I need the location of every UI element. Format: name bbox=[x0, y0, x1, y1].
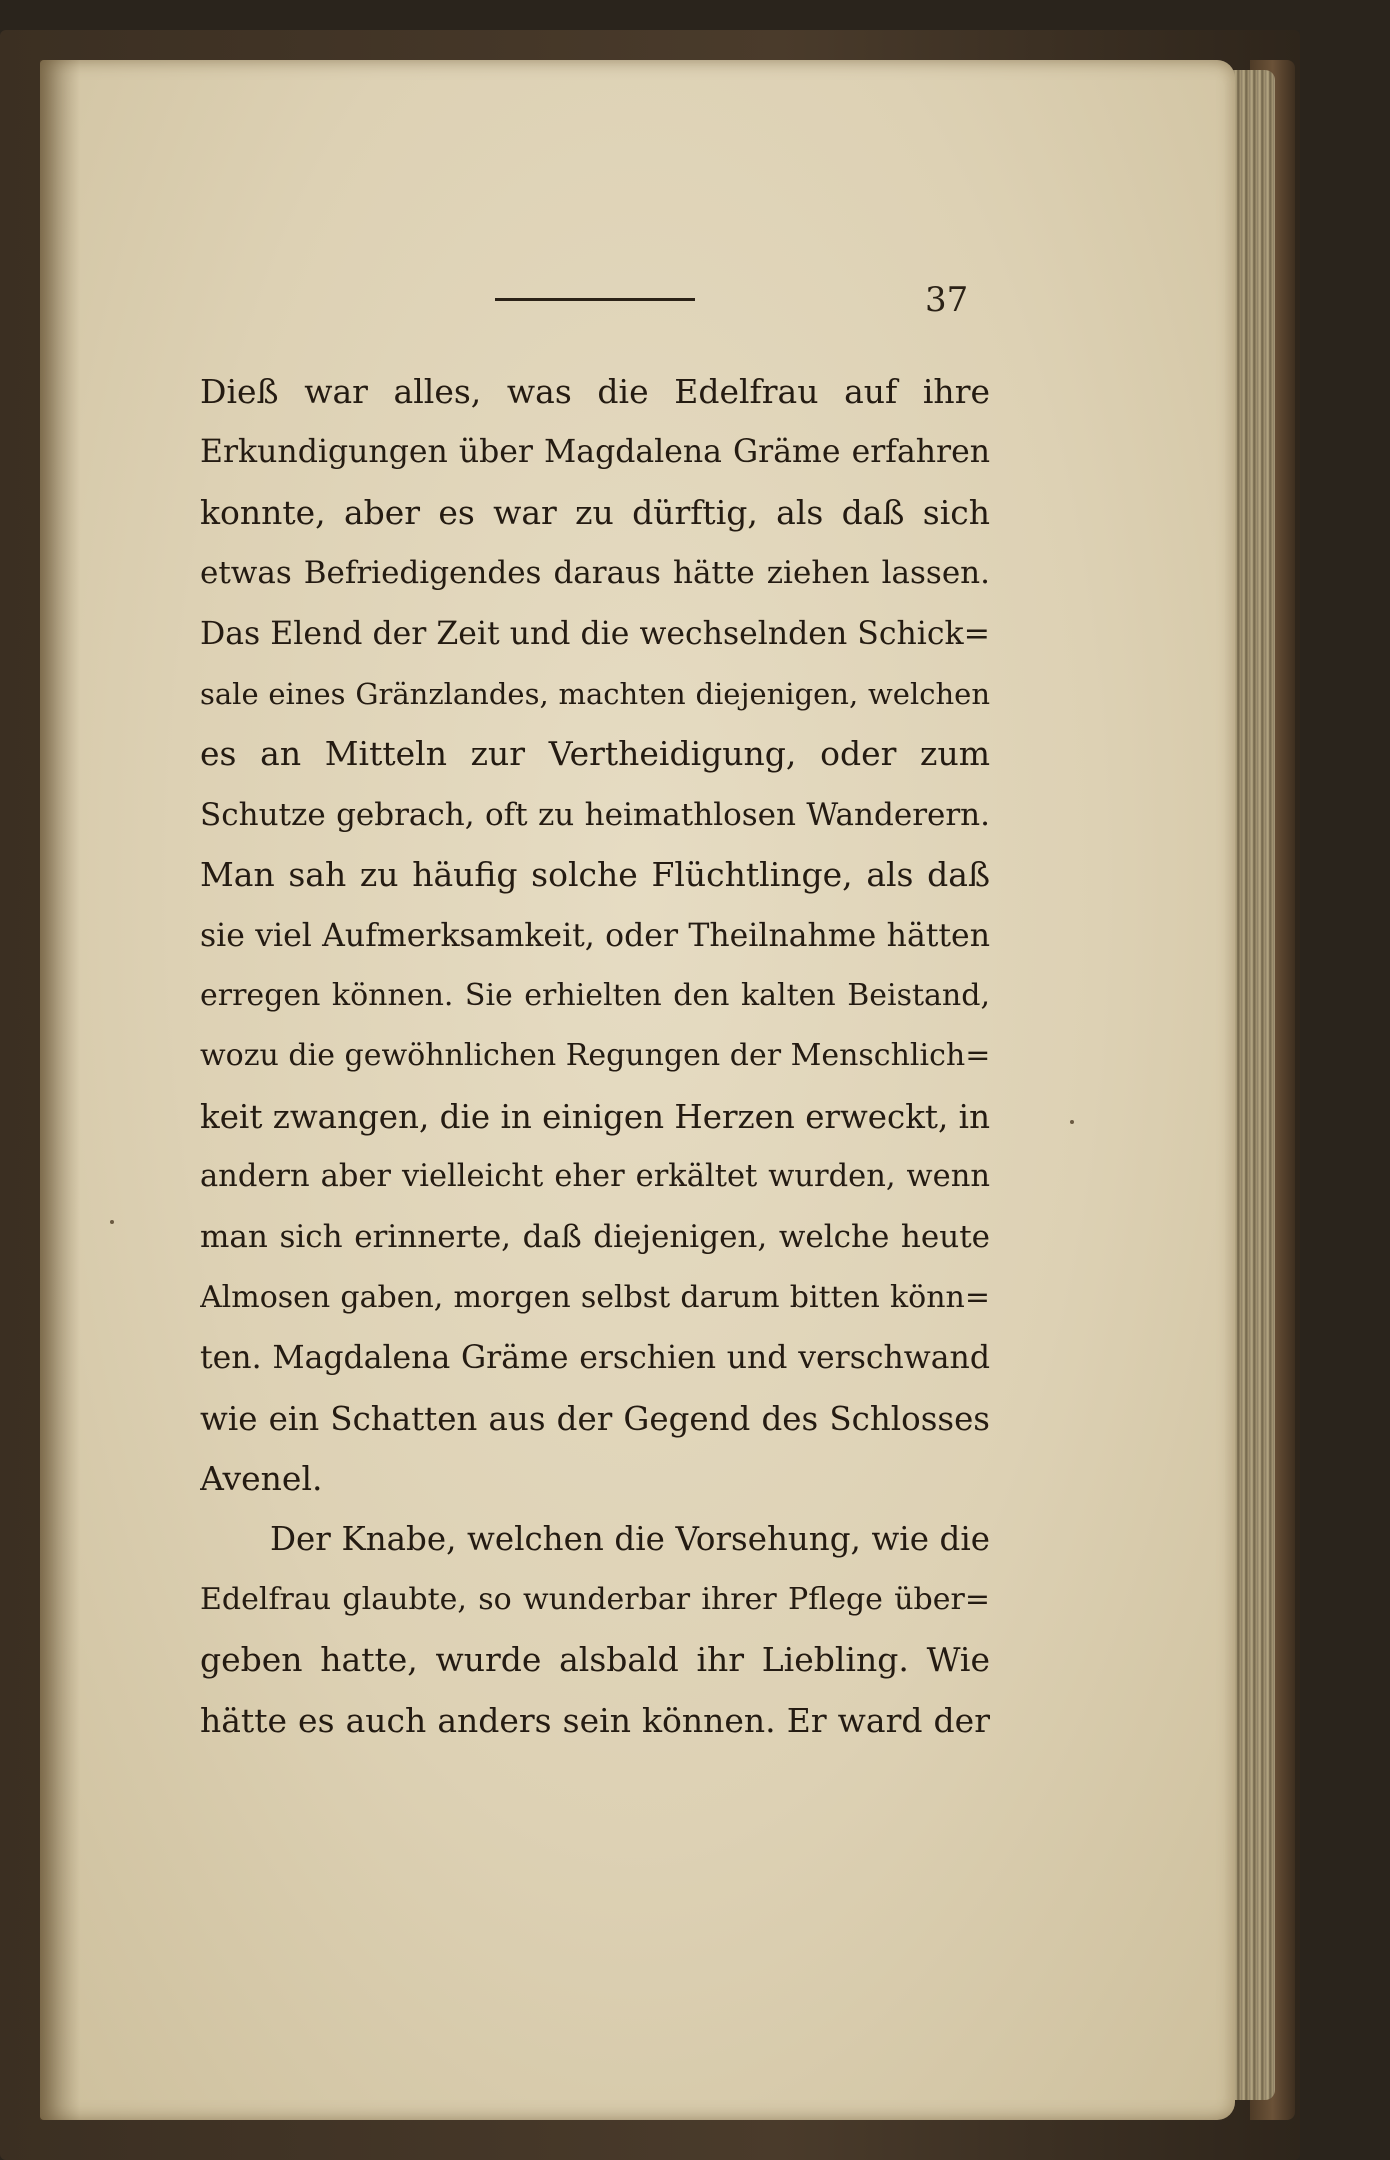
text-line: sie viel Aufmerksamkeit, oder Theilnahme hätten bbox=[200, 917, 990, 954]
text-line: Man sah zu häufig solche Flüchtlinge, als daß bbox=[200, 855, 990, 895]
text-line: wie ein Schatten aus der Gegend des Schlosses bbox=[200, 1399, 990, 1438]
text-line: ten. Magdalena Gräme erschien und verschwand bbox=[200, 1340, 990, 1377]
text-line: Avenel. bbox=[200, 1459, 323, 1499]
text-line: Der Knabe, welchen die Vorsehung, wie die bbox=[270, 1520, 990, 1559]
text-line: Das Elend der Zeit und die wechselnden Schick= bbox=[200, 615, 990, 652]
text-line: Erkundigungen über Magdalena Gräme erfahren bbox=[200, 434, 990, 471]
page-gutter-shadow bbox=[40, 60, 80, 2120]
text-line: Dieß war alles, was die Edelfrau auf ihre bbox=[200, 372, 990, 411]
text-line: man sich erinnerte, daß diejenigen, welche heute bbox=[200, 1219, 990, 1256]
header-rule bbox=[495, 298, 695, 301]
paragraph-1 bbox=[200, 362, 990, 1509]
text-line: es an Mitteln zur Vertheidigung, oder zum bbox=[200, 734, 990, 774]
text-line: hätte es auch anders sein können. Er ward der bbox=[200, 1700, 990, 1740]
text-line: konnte, aber es war zu dürftig, als daß sich bbox=[200, 492, 990, 532]
text-line: etwas Befriedigendes daraus hätte ziehen lassen. bbox=[200, 555, 990, 592]
text-line: keit zwangen, die in einigen Herzen erweckt, in bbox=[200, 1097, 990, 1136]
text-line: sale eines Gränzlandes, machten diejenigen, welchen bbox=[200, 676, 990, 711]
text-line: geben hatte, wurde alsbald ihr Liebling. Wie bbox=[200, 1640, 990, 1680]
text-line: Almosen gaben, morgen selbst darum bitten könn= bbox=[200, 1279, 990, 1315]
body-text bbox=[200, 362, 990, 1751]
text-line: wozu die gewöhnlichen Regungen der Menschlich= bbox=[200, 1038, 990, 1074]
paper-speck bbox=[110, 1220, 114, 1224]
text-line: Schutze gebrach, oft zu heimathlosen Wanderern. bbox=[200, 796, 990, 833]
page-number: 37 bbox=[925, 280, 969, 320]
text-line: Edelfrau glaubte, so wunderbar ihrer Pflege über= bbox=[200, 1581, 990, 1617]
text-line: andern aber vielleicht eher erkältet wurden, wenn bbox=[200, 1159, 990, 1195]
paper-speck bbox=[1070, 1120, 1074, 1124]
text-line: erregen können. Sie erhielten den kalten Beistand, bbox=[200, 977, 990, 1013]
paragraph-2 bbox=[200, 1509, 990, 1751]
